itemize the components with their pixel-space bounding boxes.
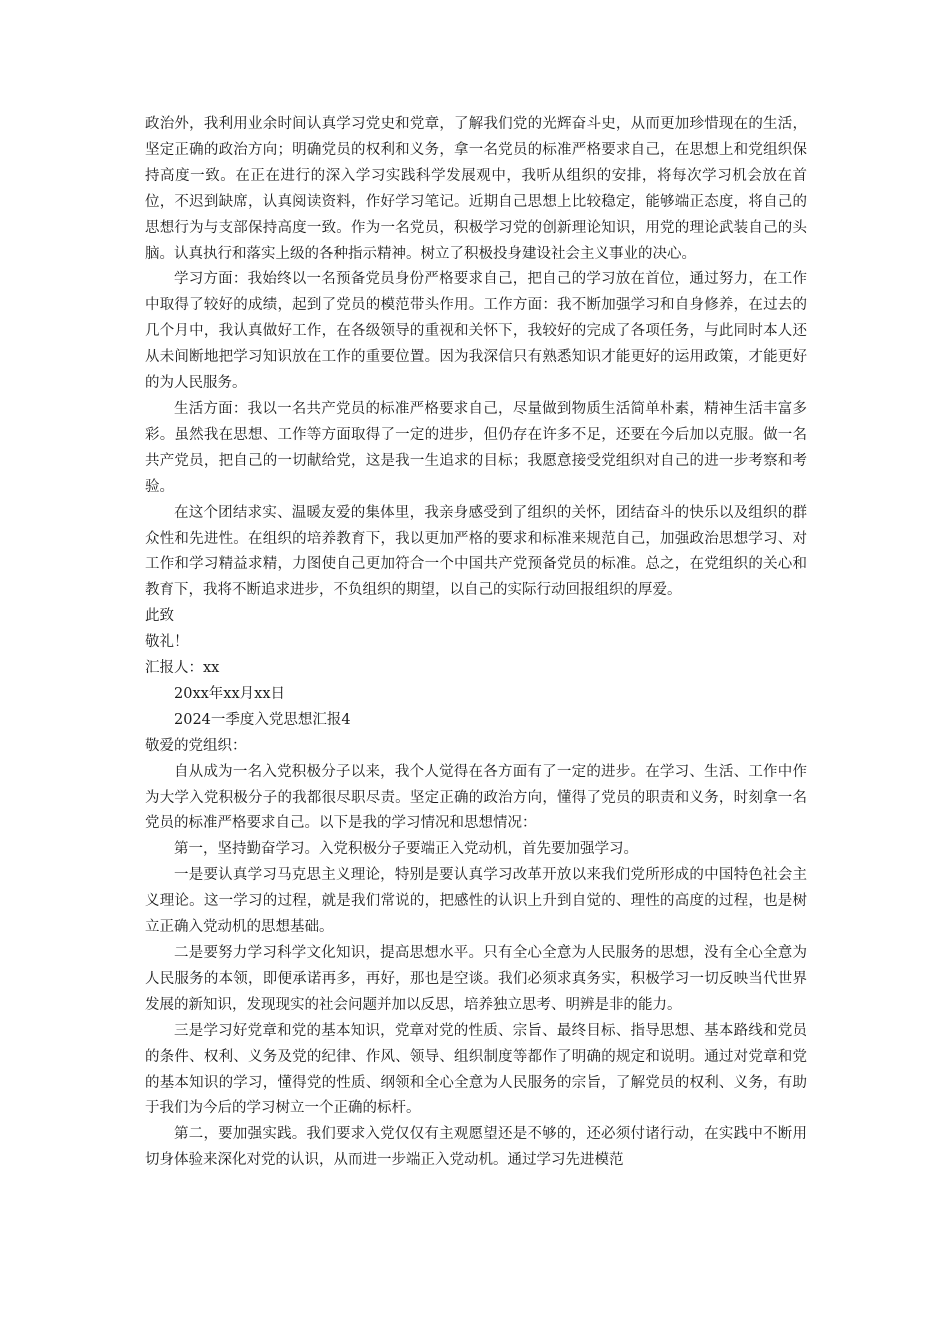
reporter-line: 汇报人：xx [145, 660, 220, 677]
paragraph-political: 政治外，我利用业余时间认真学习党史和党章，了解我们党的光辉奋斗史，从而更加珍惜现在的生活，坚定正确的政治方向；明确党员的权利和义务，拿一名党员的标准严格要求自己，在思想上和党组织保持高度一致。在正在进行的深入学习实践科学发展观中，我听从组织的安排，将每次学习机会放在首位，不迟到缺席，认真阅读资料，作好学习笔记。近期自己思想上比较稳定，能够端正态度，将自己的思想行为与支部保持高度一致。作为一名党员，积极学习党的创新理论知识，用党的理论武装自己的头脑。认真执行和落实上级的各种指示精神。树立了积极投身建设社会主义事业的决心。 [145, 116, 807, 262]
paragraph-life: 生活方面：我以一名共产党员的标准严格要求自己，尽量做到物质生活简单朴素，精神生活丰富多彩。虽然我在思想、工作等方面取得了一定的进步，但仍存在许多不足，还要在今后加以克服。做一名共产党员，把自己的一切献给党，这是我一生追求的目标；我愿意接受党组织对自己的进一步考察和考验。 [145, 400, 807, 495]
paragraph-practice: 第二，要加强实践。我们要求入党仅仅有主观愿望还是不够的，还必须付诸行动，在实践中不断用切身体验来深化对党的认识，从而进一步端正入党动机。通过学习先进模范 [145, 1126, 807, 1169]
closing-salutation-1: 此致 [145, 608, 174, 625]
closing-salutation-2: 敬礼！ [145, 634, 189, 651]
paragraph-theory: 一是要认真学习马克思主义理论，特别是要认真学习改革开放以来我们党所形成的中国特色社会主义理论。这一学习的过程，就是我们常说的，把感性的认识上升到自觉的、理性的高度的过程，也是树立正确入党动机的思想基础。 [145, 867, 807, 936]
paragraph-charter: 三是学习好党章和党的基本知识，党章对党的性质、宗旨、最终目标、指导思想、基本路线和党员的条件、权利、义务及党的纪律、作风、领导、组织制度等都作了明确的规定和说明。通过对党章和党的基本知识的学习，懂得党的性质、纲领和全心全意为人民服务的宗旨，了解党员的权利、义务，有助于我们为今后的学习树立一个正确的标杆。 [145, 1022, 807, 1117]
paragraph-knowledge: 二是要努力学习科学文化知识，提高思想水平。只有全心全意为人民服务的思想，没有全心全意为人民服务的本领，即便承诺再多，再好，那也是空谈。我们必须求真务实，积极学习一切反映当代世界发展的新知识，发现现实的社会问题并加以反思，培养独立思考、明辨是非的能力。 [145, 945, 807, 1013]
paragraph-first-point: 第一，坚持勤奋学习。入党积极分子要端正入党动机，首先要加强学习。 [174, 841, 638, 858]
document-page [145, 112, 807, 1174]
paragraph-intro: 自从成为一名入党积极分子以来，我个人觉得在各方面有了一定的进步。在学习、生活、工作中作为大学入党积极分子的我都很尽职尽责。坚定正确的政治方向，懂得了党员的职责和义务，时刻拿一名党员的标准严格要求自己。以下是我的学习情况和思想情况： [145, 763, 807, 832]
paragraph-study: 学习方面：我始终以一名预备党员身份严格要求自己，把自己的学习放在首位，通过努力，在工作中取得了较好的成绩，起到了党员的模范带头作用。工作方面：我不断加强学习和自身修养，在过去的几个月中，我认真做好工作，在各级领导的重视和关怀下，我较好的完成了各项任务，与此同时本人还从未间断地把学习知识放在工作的重要位置。因为我深信只有熟悉知识才能更好的运用政策，才能更好的为人民服务。 [145, 271, 807, 392]
date-line: 20xx年xx月xx日 [174, 685, 286, 702]
paragraph-collective: 在这个团结求实、温暖友爱的集体里，我亲身感受到了组织的关怀，团结奋斗的快乐以及组织的群众性和先进性。在组织的培养教育下，我以更加严格的要求和标准来规范自己，加强政治思想学习、对工作和学习精益求精，力图使自己更加符合一个中国共产党预备党员的标准。总之，在党组织的关心和教育下，我将不断追求进步，不负组织的期望，以自己的实际行动回报组织的厚爱。 [145, 504, 807, 599]
greeting: 敬爱的党组织： [145, 737, 247, 754]
section-title: 2024一季度入党思想汇报4 [174, 711, 351, 728]
